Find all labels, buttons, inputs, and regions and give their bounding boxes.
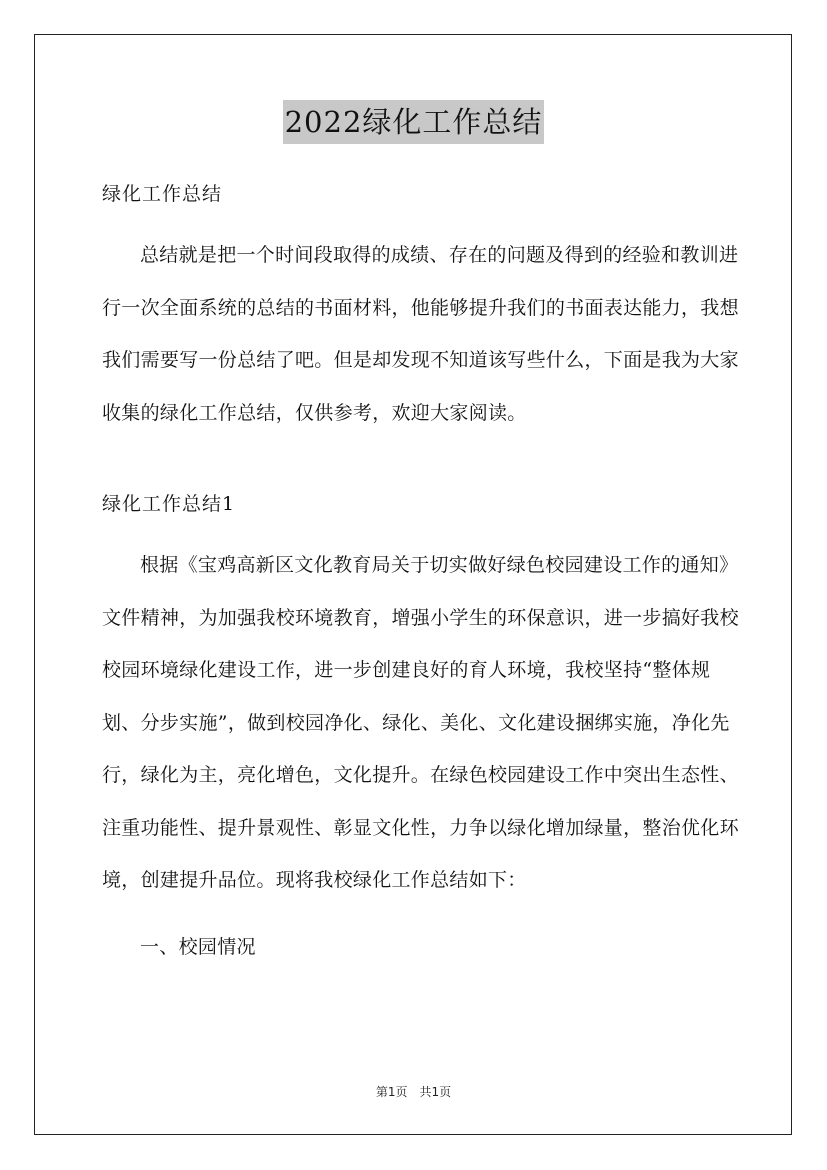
intro-paragraph: 总结就是把一个时间段取得的成绩、存在的问题及得到的经验和教训进行一次全面系统的总结的书面材料，他能够提升我们的书面表达能力，我想我们需要写一份总结了吧。但是却发现不知道该写些什么，下面是我为大家收集的绿化工作总结，仅供参考，欢迎大家阅读。 bbox=[102, 244, 739, 424]
document-body bbox=[102, 176, 742, 973]
section-1-subheading: 一、校园情况 bbox=[140, 935, 256, 958]
title-container bbox=[0, 100, 827, 144]
section-1-heading: 绿化工作总结1 bbox=[102, 493, 236, 515]
subtitle-heading: 绿化工作总结 bbox=[102, 183, 223, 205]
page-footer bbox=[0, 1083, 827, 1100]
section-1-paragraph: 根据《宝鸡高新区文化教育局关于切实做好绿色校园建设工作的通知》文件精神，为加强我校环境教育，增强小学生的环保意识，进一步搞好我校校园环境绿化建设工作，进一步创建良好的育人环境，我校坚持“整体规划、分步实施”，做到校园净化、绿化、美化、文化建设捆绑实施，净化先行，绿化为主，亮化增色，文化提升。在绿色校园建设工作中突出生态性、注重功能性、提升景观性、彰显文化性，力争以绿化增加绿量，整治优化环境，创建提升品位。现将我校绿化工作总结如下： bbox=[102, 554, 739, 891]
page-number: 第1页 共1页 bbox=[375, 1085, 452, 1099]
document-title: 2022绿化工作总结 bbox=[283, 100, 545, 144]
